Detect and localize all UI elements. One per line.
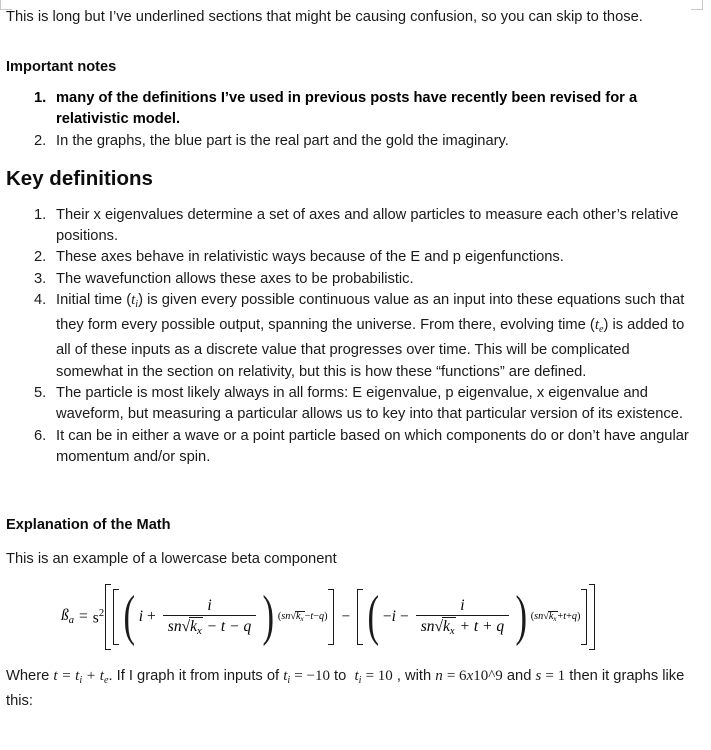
outer-bracket-right — [589, 584, 595, 650]
term1-numerator: i — [207, 596, 212, 614]
term2-fraction — [416, 597, 509, 638]
term1-fraction — [163, 597, 256, 638]
list-item: Their x eigenvalues determine a set of axes and allow particles to measure each other’s relative positions. — [56, 206, 679, 245]
equation-lhs-symbol: $ß_a$ — [61, 606, 75, 626]
list-item: The wavefunction allows these axes to be probabilistic. — [56, 270, 414, 287]
heading-key-definitions: Key definitions — [6, 166, 153, 190]
equation-minus-operator: − — [341, 608, 351, 626]
inner-bracket-left-1 — [113, 589, 119, 645]
paren-close-2: ) — [515, 585, 528, 648]
spacer — [6, 535, 699, 549]
term1-plus-sign: + — [147, 608, 156, 626]
spacer — [6, 28, 699, 57]
list-item: It can be in either a wave or a point particle based on which components do or don’t have angular momentum and/or spin. — [56, 427, 689, 465]
closing-paragraph: Where $t = t_i + t_e$. If I graph it from inputs of $t_i = -10$ to $t_i = 10$ , with n = 6x10^9 and s = 1 then it graphs like this: — [6, 668, 685, 709]
important-notes-list — [6, 88, 699, 152]
heading-explanation-of-math: Explanation of the Math — [6, 517, 171, 534]
paren-open-1: ( — [123, 585, 136, 648]
term2-leading-i: i — [391, 608, 396, 626]
spacer — [6, 468, 699, 515]
list-item: Initial time $(t_i)$ is given every possible continuous value as an input into these equations such that they form every possible output, spanning the universe. From there, evolving time $(t_e)$ is added to all of these inputs as a discrete value that progresses over time. This will be complicated somewhat in the section on relativity, but this is how these “functions” are defined. — [56, 292, 685, 380]
term2-minus-sign: − — [399, 608, 409, 626]
term1-denominator: $sn√k_x - t - q$ — [163, 615, 256, 638]
spacer — [6, 152, 699, 166]
beta-equation — [6, 578, 699, 656]
paren-close-1: ) — [262, 585, 275, 648]
spacer — [6, 570, 699, 578]
inner-bracket-right-1 — [328, 589, 334, 645]
equation-coefficient: $s^2$ — [92, 607, 105, 627]
key-definitions-list — [6, 205, 699, 468]
term2-leading-minus: − — [382, 608, 392, 626]
paren-open-2: ( — [367, 585, 380, 648]
math-lead-in-paragraph: This is an example of a lowercase beta component — [6, 551, 337, 568]
list-item: These axes behave in relativistic ways because of the E and p eigenfunctions. — [56, 249, 564, 266]
outer-bracket-left — [105, 584, 111, 650]
spacer — [6, 656, 699, 664]
term2-numerator: i — [460, 596, 465, 614]
list-item: The particle is most likely always in all forms: E eigenvalue, p eigenvalue, x eigenvalue and waveform, but measuring a particular allows us to key into that particular version of its existence. — [56, 384, 683, 423]
term2-denominator: $sn√k_x + t + q$ — [416, 615, 509, 638]
spacer — [6, 77, 699, 88]
equation-expression — [61, 578, 596, 656]
inner-bracket-left-2 — [357, 589, 363, 645]
intro-paragraph: This is long but I’ve underlined sections that might be causing confusion, so you can skip to those. — [6, 9, 643, 25]
term1-exponent: $(sn√k_x-t-q)$ — [277, 611, 328, 624]
list-item: many of the definitions I’ve used in previous posts have recently been revised for a relativistic model. — [56, 90, 638, 128]
heading-important-notes: Important notes — [6, 59, 117, 75]
term1-leading-i: i — [138, 608, 144, 626]
inner-bracket-right-2 — [581, 589, 587, 645]
spacer — [6, 192, 699, 205]
equation-equals-sign: = — [79, 608, 88, 626]
list-item: In the graphs, the blue part is the real part and the gold the imaginary. — [56, 132, 509, 149]
term2-exponent: $(sn√k_x+t+q)$ — [530, 611, 581, 624]
